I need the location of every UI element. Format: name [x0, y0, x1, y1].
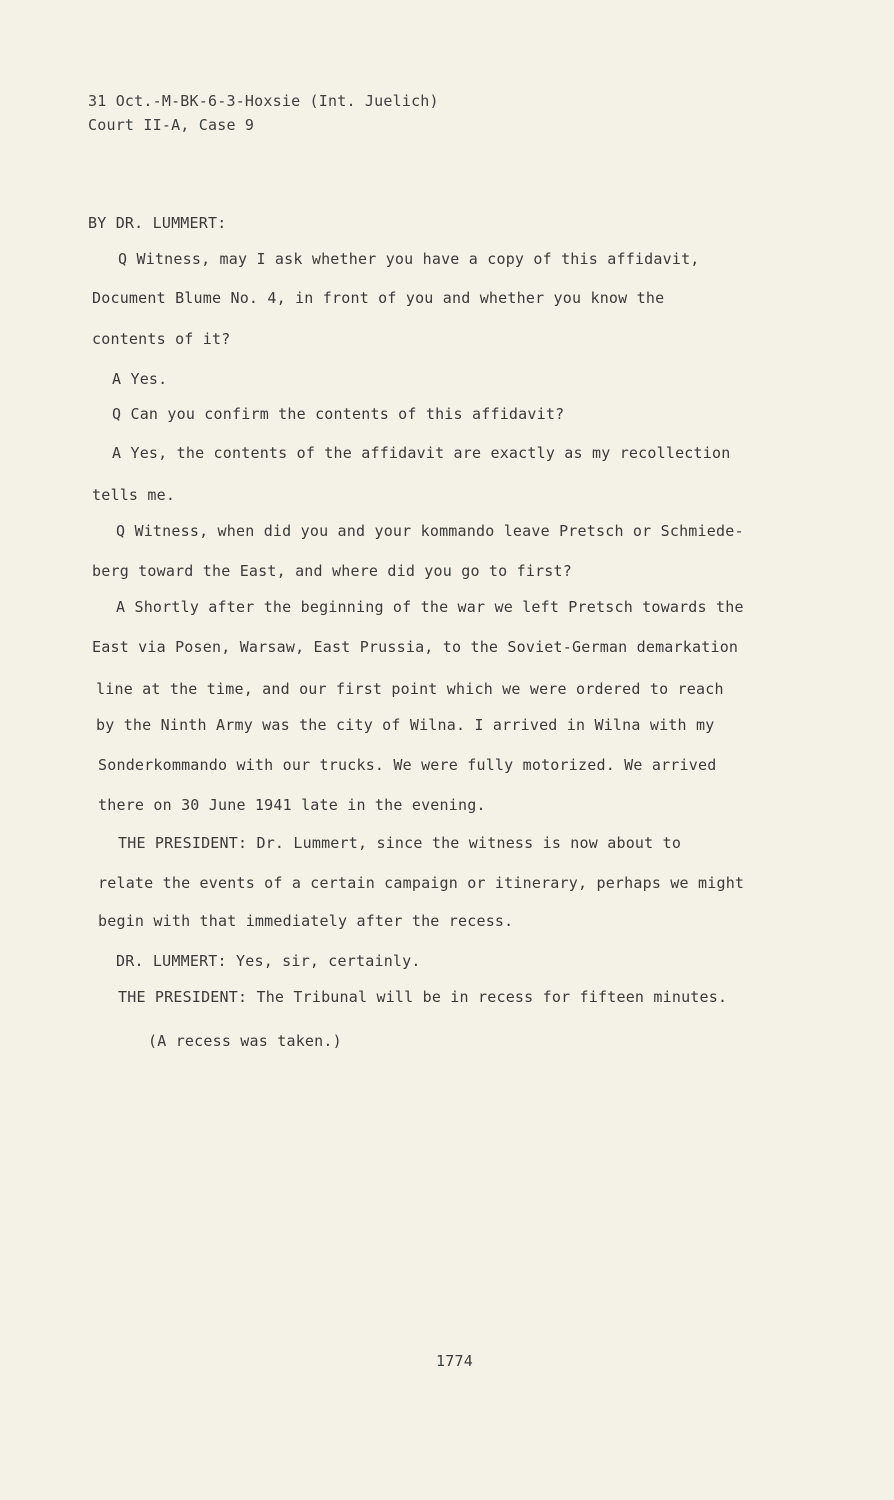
- transcript-line: begin with that immediately after the recess.: [98, 912, 514, 930]
- transcript-line: East via Posen, Warsaw, East Prussia, to the Soviet-German demarkation: [92, 638, 739, 656]
- transcript-line: DR. LUMMERT: Yes, sir, certainly.: [116, 952, 421, 970]
- header-reference-line: 31 Oct.-M-BK-6-3-Hoxsie (Int. Juelich): [88, 92, 439, 110]
- page-number: 1774: [436, 1352, 473, 1370]
- transcript-line: there on 30 June 1941 late in the evening.: [98, 796, 486, 814]
- transcript-line: A Yes.: [112, 370, 168, 388]
- header-court-line: Court II-A, Case 9: [88, 116, 255, 134]
- transcript-line: by the Ninth Army was the city of Wilna. I arrived in Wilna with my: [96, 716, 715, 734]
- transcript-line: Q Witness, may I ask whether you have a copy of this affidavit,: [118, 250, 700, 268]
- transcript-line: berg toward the East, and where did you go to first?: [92, 562, 572, 580]
- transcript-line: Document Blume No. 4, in front of you and whether you know the: [92, 289, 665, 307]
- transcript-line: contents of it?: [92, 330, 231, 348]
- transcript-line: Q Witness, when did you and your kommando leave Pretsch or Schmiede-: [116, 522, 744, 540]
- examiner-heading: BY DR. LUMMERT:: [88, 214, 227, 232]
- transcript-line: Sonderkommando with our trucks. We were fully motorized. We arrived: [98, 756, 717, 774]
- transcript-line: relate the events of a certain campaign or itinerary, perhaps we might: [98, 874, 745, 892]
- recess-note: (A recess was taken.): [148, 1032, 342, 1050]
- transcript-line: line at the time, and our first point which we were ordered to reach: [96, 680, 724, 698]
- transcript-line: Q Can you confirm the contents of this affidavit?: [112, 405, 565, 423]
- transcript-line: tells me.: [92, 486, 176, 504]
- transcript-line: THE PRESIDENT: Dr. Lummert, since the witness is now about to: [118, 834, 682, 852]
- transcript-line: THE PRESIDENT: The Tribunal will be in recess for fifteen minutes.: [118, 988, 728, 1006]
- transcript-line: A Shortly after the beginning of the war we left Pretsch towards the: [116, 598, 744, 616]
- transcript-line: A Yes, the contents of the affidavit are exactly as my recollection: [112, 444, 731, 462]
